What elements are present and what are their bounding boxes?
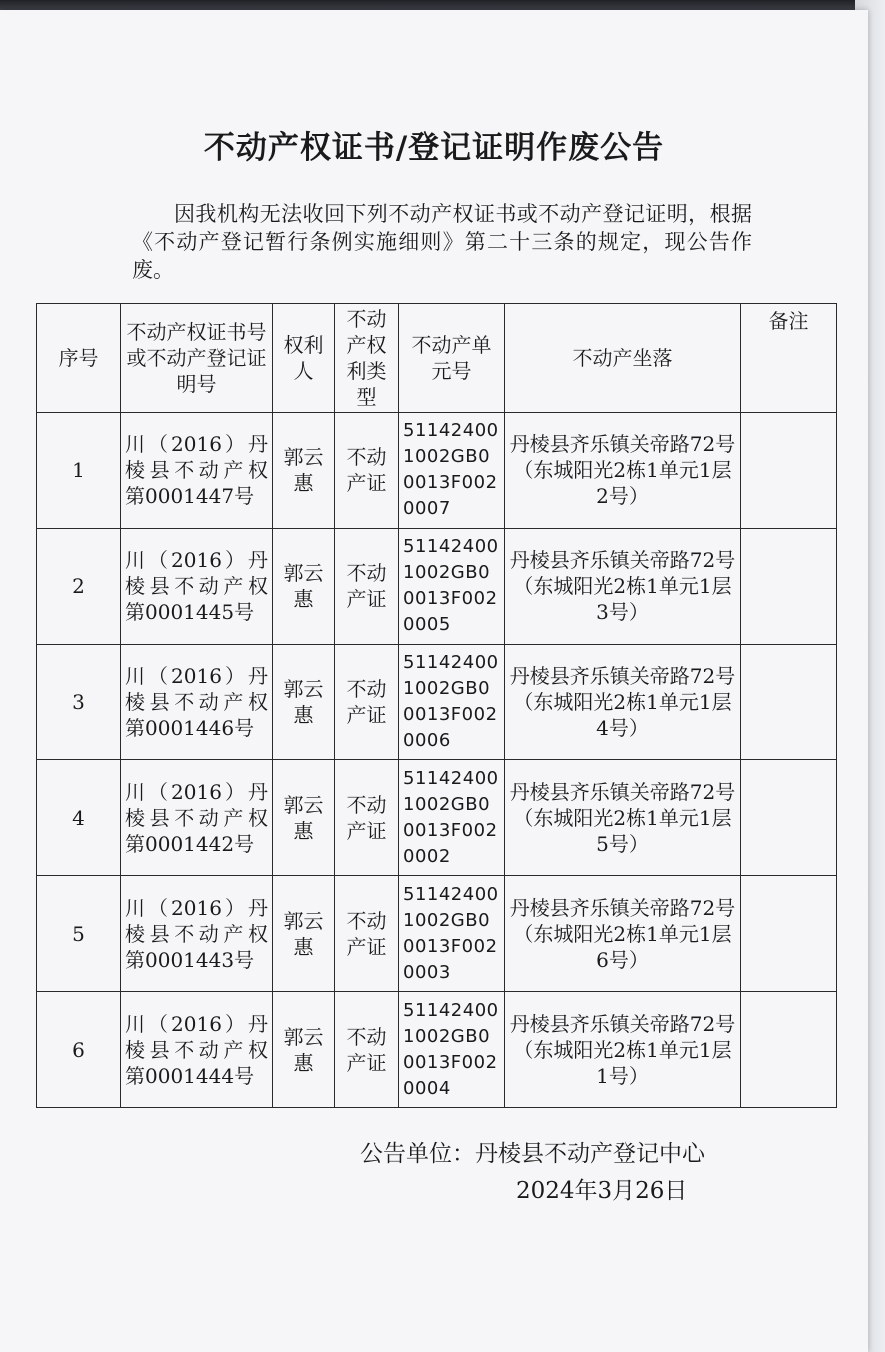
- certificate-table: [36, 303, 837, 1108]
- header-index: 序号: [37, 304, 121, 413]
- row-location: 丹棱县齐乐镇关帝路72号（东城阳光2栋1单元1层1号）: [505, 992, 741, 1108]
- row-note: [741, 528, 837, 644]
- row-location: 丹棱县齐乐镇关帝路72号（东城阳光2栋1单元1层3号）: [505, 528, 741, 644]
- row-location: 丹棱县齐乐镇关帝路72号（东城阳光2栋1单元1层6号）: [505, 876, 741, 992]
- row-index: 2: [37, 528, 121, 644]
- row-right-type: 不动产证: [335, 992, 399, 1108]
- row-location: 丹棱县齐乐镇关帝路72号（东城阳光2栋1单元1层2号）: [505, 413, 741, 529]
- row-holder: 郭云惠: [273, 528, 335, 644]
- row-index: 3: [37, 644, 121, 760]
- notice-title: 不动产权证书/登记证明作废公告: [203, 130, 665, 166]
- row-note: [741, 876, 837, 992]
- notice-paper: [0, 10, 868, 1352]
- row-unit-no: 511424001002GB00013F0020004: [399, 992, 505, 1108]
- row-unit-no: 511424001002GB00013F0020002: [399, 760, 505, 876]
- header-holder: 权利人: [273, 304, 335, 413]
- header-right-type: 不动产权利类型: [335, 304, 399, 413]
- row-right-type: 不动产证: [335, 876, 399, 992]
- row-index: 6: [37, 992, 121, 1108]
- row-location: 丹棱县齐乐镇关帝路72号（东城阳光2栋1单元1层5号）: [505, 760, 741, 876]
- row-index: 1: [37, 413, 121, 529]
- table-row: [37, 644, 837, 760]
- row-right-type: 不动产证: [335, 760, 399, 876]
- row-holder: 郭云惠: [273, 760, 335, 876]
- row-unit-no: 511424001002GB00013F0020003: [399, 876, 505, 992]
- row-holder: 郭云惠: [273, 644, 335, 760]
- row-unit-no: 511424001002GB00013F0020007: [399, 413, 505, 529]
- row-unit-no: 511424001002GB00013F0020006: [399, 644, 505, 760]
- issuing-organization: 公告单位：丹棱县不动产登记中心: [360, 1141, 705, 1167]
- row-unit-no: 511424001002GB00013F0020005: [399, 528, 505, 644]
- header-cert-no: 不动产权证书号或不动产登记证明号: [121, 304, 273, 413]
- row-note: [741, 760, 837, 876]
- row-holder: 郭云惠: [273, 876, 335, 992]
- table-row: [37, 413, 837, 529]
- row-note: [741, 992, 837, 1108]
- issue-date: 2024年3月26日: [516, 1178, 688, 1204]
- row-holder: 郭云惠: [273, 413, 335, 529]
- row-index: 5: [37, 876, 121, 992]
- header-note: 备注: [741, 304, 837, 413]
- row-index: 4: [37, 760, 121, 876]
- row-location: 丹棱县齐乐镇关帝路72号（东城阳光2栋1单元1层4号）: [505, 644, 741, 760]
- header-unit-no: 不动产单元号: [399, 304, 505, 413]
- table-row: [37, 760, 837, 876]
- row-note: [741, 644, 837, 760]
- row-note: [741, 413, 837, 529]
- row-cert-no: 川（2016）丹棱县不动产权 第0001443号: [121, 876, 273, 992]
- row-right-type: 不动产证: [335, 644, 399, 760]
- table-row: [37, 528, 837, 644]
- row-holder: 郭云惠: [273, 992, 335, 1108]
- row-right-type: 不动产证: [335, 528, 399, 644]
- row-right-type: 不动产证: [335, 413, 399, 529]
- notice-intro: 因我机构无法收回下列不动产权证书或不动产登记证明，根据《不动产登记暂行条例实施细则》第二十三条的规定，现公告作废。: [132, 202, 752, 282]
- row-cert-no: 川（2016）丹棱县不动产权 第0001447号: [121, 413, 273, 529]
- row-cert-no: 川（2016）丹棱县不动产权 第0001445号: [121, 528, 273, 644]
- row-cert-no: 川（2016）丹棱县不动产权 第0001446号: [121, 644, 273, 760]
- table-row: [37, 992, 837, 1108]
- table-header-row: [37, 304, 837, 413]
- row-cert-no: 川（2016）丹棱县不动产权 第0001442号: [121, 760, 273, 876]
- table-row: [37, 876, 837, 992]
- row-cert-no: 川（2016）丹棱县不动产权 第0001444号: [121, 992, 273, 1108]
- header-location: 不动产坐落: [505, 304, 741, 413]
